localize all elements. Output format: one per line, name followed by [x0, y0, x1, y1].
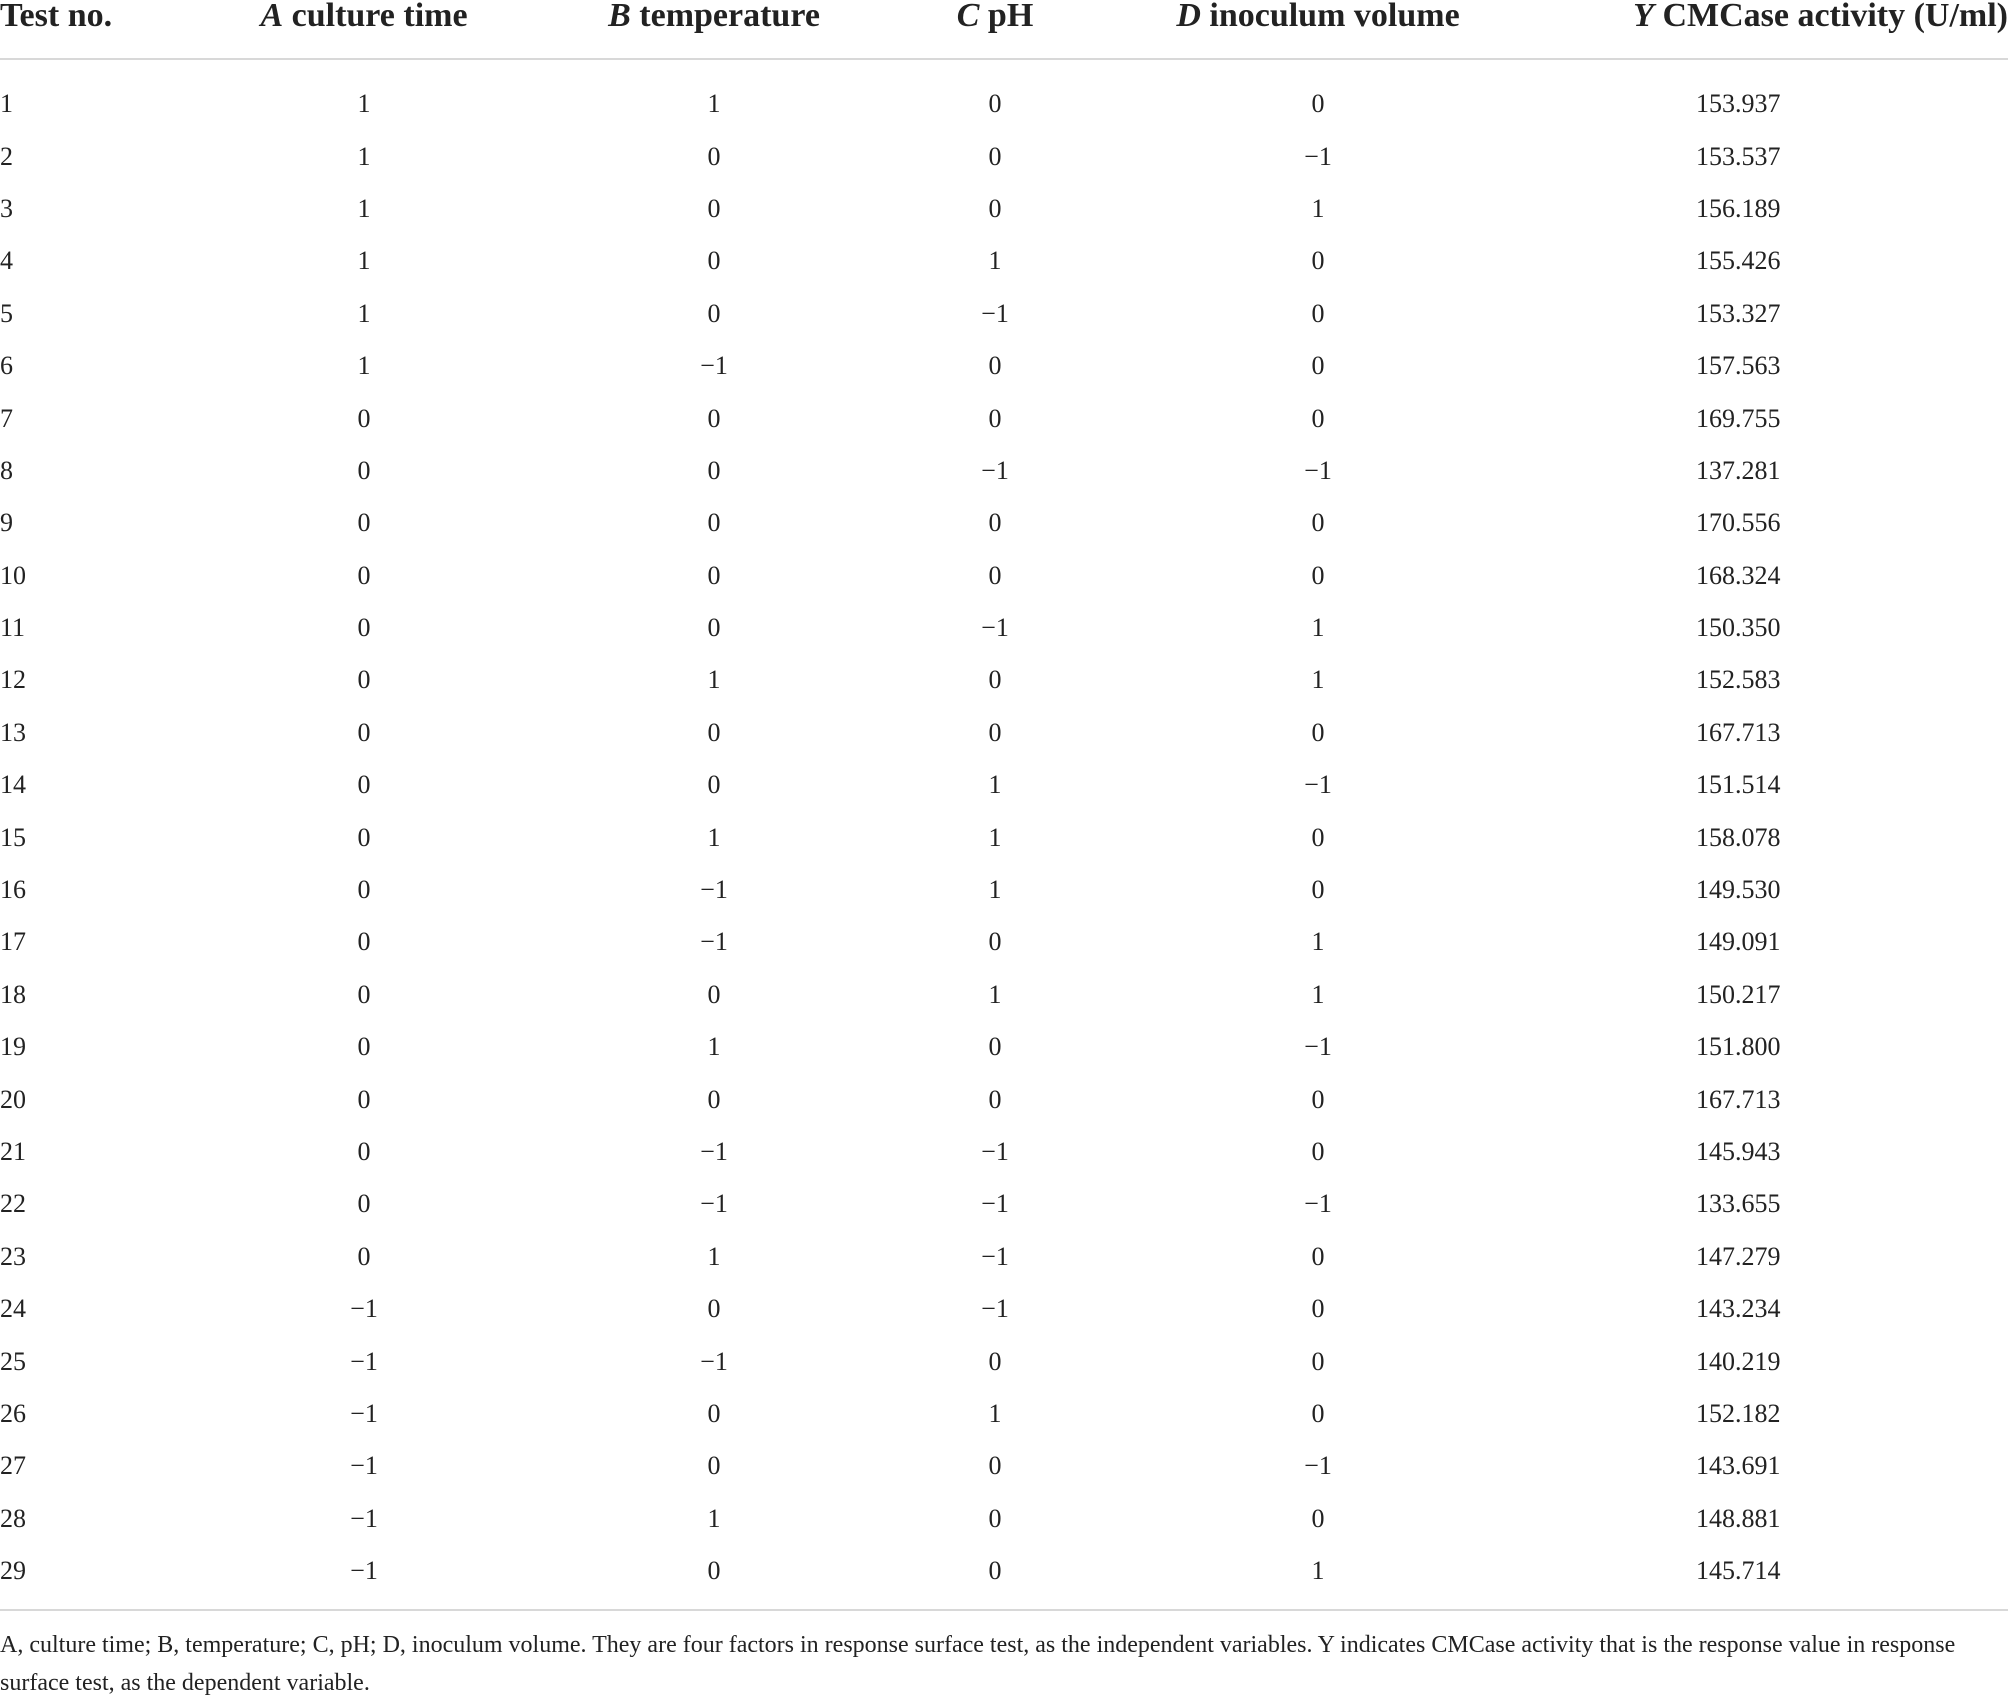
cell-ph: 0 — [988, 717, 1002, 747]
cell-cmcase-activity: 148.881 — [1696, 1503, 1781, 1533]
cell-inoculum-volume: 1 — [1311, 1556, 1325, 1586]
cell-inoculum-volume: −1 — [1304, 141, 1332, 171]
cell-inoculum-volume: 0 — [1311, 1346, 1325, 1376]
cell-cmcase-activity: 167.713 — [1696, 717, 1781, 747]
cell-culture-time: 1 — [357, 298, 371, 328]
cell-inoculum-volume: 0 — [1311, 1241, 1325, 1271]
cell-temperature: 1 — [707, 1503, 721, 1533]
cell-inoculum-volume: 1 — [1311, 979, 1325, 1009]
cell-cmcase-activity: 149.091 — [1696, 927, 1781, 957]
table-row — [0, 130, 2008, 182]
cell-cmcase-activity: 152.583 — [1696, 665, 1781, 695]
cell-test-no: 5 — [0, 298, 13, 328]
cell-temperature: −1 — [700, 875, 728, 905]
cell-test-no: 11 — [0, 613, 26, 643]
table-row — [0, 445, 2008, 497]
cell-temperature: 1 — [707, 89, 721, 119]
cell-inoculum-volume: 0 — [1311, 351, 1325, 381]
cell-cmcase-activity: 152.182 — [1696, 1398, 1781, 1428]
cell-temperature: 1 — [707, 822, 721, 852]
cell-inoculum-volume: 0 — [1311, 1137, 1325, 1166]
cell-ph: 1 — [988, 822, 1002, 852]
table-row — [0, 1493, 2008, 1545]
cell-culture-time: 0 — [357, 927, 371, 957]
cell-temperature: −1 — [700, 927, 728, 957]
cell-culture-time: −1 — [350, 1398, 378, 1428]
table-row — [0, 759, 2008, 811]
cell-temperature: 0 — [707, 1084, 721, 1114]
table-footnote: A, culture time; B, temperature; C, pH; D, inoculum volume. They are four factors in response surface test, as the independent variables. Y indicates CMCase activity that is the response value in response surface test, as the dependent variable. — [0, 1632, 1956, 1696]
table-row — [0, 1440, 2008, 1492]
header-row — [0, 0, 2008, 59]
cell-cmcase-activity: 149.530 — [1696, 875, 1781, 905]
cell-culture-time: 1 — [357, 351, 371, 381]
table-row — [0, 1231, 2008, 1283]
cell-culture-time: 0 — [357, 717, 371, 747]
cell-test-no: 14 — [0, 770, 26, 800]
cell-culture-time: 0 — [357, 1032, 371, 1062]
table-row — [0, 340, 2008, 392]
cell-temperature: 0 — [707, 560, 721, 590]
cell-temperature: 0 — [707, 141, 721, 171]
cell-temperature: 0 — [707, 455, 721, 485]
cell-culture-time: 1 — [357, 246, 371, 276]
cell-test-no: 7 — [0, 403, 13, 433]
cell-inoculum-volume: 0 — [1311, 1503, 1325, 1533]
cell-test-no: 23 — [0, 1241, 26, 1271]
cell-temperature: 0 — [707, 613, 721, 643]
cell-cmcase-activity: 140.219 — [1696, 1346, 1781, 1376]
cell-temperature: 0 — [707, 246, 721, 276]
cell-ph: 0 — [988, 141, 1002, 171]
cell-culture-time: 0 — [357, 875, 371, 905]
cell-cmcase-activity: 169.755 — [1696, 403, 1781, 433]
cell-inoculum-volume: 0 — [1311, 89, 1325, 119]
cell-culture-time: 1 — [357, 141, 371, 171]
cell-inoculum-volume: −1 — [1304, 1032, 1332, 1062]
cell-cmcase-activity: 145.943 — [1696, 1137, 1781, 1166]
cell-ph: 0 — [988, 927, 1002, 957]
cell-test-no: 2 — [0, 141, 13, 171]
cell-cmcase-activity: 147.279 — [1696, 1241, 1781, 1271]
cell-culture-time: −1 — [350, 1294, 378, 1324]
table-row — [0, 1073, 2008, 1125]
cell-ph: 1 — [988, 246, 1002, 276]
cell-test-no: 3 — [0, 193, 13, 223]
cell-culture-time: 0 — [357, 403, 371, 433]
cell-temperature: 0 — [707, 298, 721, 328]
cell-culture-time: 0 — [357, 613, 371, 643]
table-row — [0, 916, 2008, 968]
cell-cmcase-activity: 168.324 — [1696, 560, 1781, 590]
cell-cmcase-activity: 150.350 — [1696, 613, 1781, 643]
cell-inoculum-volume: 1 — [1311, 193, 1325, 223]
cell-cmcase-activity: 157.563 — [1696, 351, 1781, 381]
cell-temperature: 0 — [707, 193, 721, 223]
cell-cmcase-activity: 151.800 — [1696, 1032, 1781, 1062]
cell-test-no: 20 — [0, 1084, 26, 1114]
cell-culture-time: 0 — [357, 1189, 371, 1219]
table-row — [0, 602, 2008, 654]
cell-ph: 0 — [988, 193, 1002, 223]
cell-culture-time: −1 — [350, 1503, 378, 1533]
table-row — [0, 1021, 2008, 1073]
cell-ph: −1 — [981, 1189, 1009, 1219]
cell-cmcase-activity: 143.691 — [1696, 1451, 1781, 1481]
cell-cmcase-activity: 143.234 — [1696, 1294, 1781, 1324]
cell-ph: 0 — [988, 1503, 1002, 1533]
cell-cmcase-activity: 167.713 — [1696, 1084, 1781, 1114]
cell-ph: 0 — [988, 1084, 1002, 1114]
cell-ph: 0 — [988, 403, 1002, 433]
cell-culture-time: 0 — [357, 979, 371, 1009]
cell-ph: −1 — [981, 298, 1009, 328]
cell-culture-time: 0 — [357, 1137, 371, 1166]
cell-ph: 0 — [988, 351, 1002, 381]
cell-ph: 0 — [988, 1032, 1002, 1062]
cell-ph: −1 — [981, 1294, 1009, 1324]
table-row — [0, 1126, 2008, 1178]
cell-cmcase-activity: 151.514 — [1696, 770, 1781, 800]
cell-test-no: 29 — [0, 1556, 26, 1586]
cell-ph: 0 — [988, 1451, 1002, 1481]
footnote-divider — [0, 1609, 2008, 1611]
cell-cmcase-activity: 156.189 — [1696, 193, 1781, 223]
cell-temperature: −1 — [700, 1346, 728, 1376]
cell-ph: 1 — [988, 875, 1002, 905]
table-row — [0, 78, 2008, 130]
cell-cmcase-activity: 155.426 — [1696, 246, 1781, 276]
cell-test-no: 6 — [0, 351, 13, 381]
cell-cmcase-activity: 150.217 — [1696, 979, 1781, 1009]
cell-test-no: 4 — [0, 246, 13, 276]
cell-cmcase-activity: 133.655 — [1696, 1189, 1781, 1219]
header-test-no: Test no. — [0, 0, 160, 59]
cell-temperature: 0 — [707, 508, 721, 538]
cell-culture-time: 0 — [357, 1084, 371, 1114]
cell-cmcase-activity: 153.537 — [1696, 141, 1781, 171]
cell-culture-time: 0 — [357, 822, 371, 852]
cell-cmcase-activity: 153.327 — [1696, 298, 1781, 328]
cell-cmcase-activity: 158.078 — [1696, 822, 1781, 852]
table-row — [0, 654, 2008, 706]
cell-inoculum-volume: 0 — [1311, 1294, 1325, 1324]
cell-culture-time: 1 — [357, 89, 371, 119]
table-row — [0, 707, 2008, 759]
cell-ph: −1 — [981, 1137, 1009, 1166]
cell-culture-time: 0 — [357, 455, 371, 485]
cell-temperature: 1 — [707, 1241, 721, 1271]
table-row — [0, 1335, 2008, 1387]
table-header — [0, 0, 2008, 59]
cell-temperature: 1 — [707, 665, 721, 695]
table-row — [0, 1178, 2008, 1230]
cell-ph: −1 — [981, 455, 1009, 485]
table-row — [0, 235, 2008, 287]
cell-cmcase-activity: 170.556 — [1696, 508, 1781, 538]
cell-test-no: 13 — [0, 717, 26, 747]
cell-test-no: 16 — [0, 875, 26, 905]
cell-culture-time: 0 — [357, 560, 371, 590]
cell-test-no: 12 — [0, 665, 26, 695]
cell-ph: 0 — [988, 665, 1002, 695]
cell-inoculum-volume: −1 — [1304, 1189, 1332, 1219]
header-temperature: B temperature — [568, 0, 860, 59]
cell-test-no: 25 — [0, 1346, 26, 1376]
cell-cmcase-activity: 145.714 — [1696, 1556, 1781, 1586]
cell-test-no: 15 — [0, 822, 26, 852]
cell-temperature: 0 — [707, 403, 721, 433]
table-row — [0, 183, 2008, 235]
header-inoculum-volume: D inoculum volume — [1130, 0, 1506, 59]
cell-culture-time: 0 — [357, 665, 371, 695]
cell-temperature: 0 — [707, 979, 721, 1009]
cell-inoculum-volume: 1 — [1311, 613, 1325, 643]
cell-ph: 0 — [988, 560, 1002, 590]
cell-test-no: 8 — [0, 455, 13, 485]
cell-temperature: 0 — [707, 1398, 721, 1428]
cell-culture-time: −1 — [350, 1451, 378, 1481]
header-culture-time: A culture time — [160, 0, 568, 59]
cell-inoculum-volume: 0 — [1311, 403, 1325, 433]
table-body — [0, 59, 2008, 1597]
cell-test-no: 27 — [0, 1451, 26, 1481]
cell-culture-time: −1 — [350, 1556, 378, 1586]
cell-cmcase-activity: 153.937 — [1696, 89, 1781, 119]
cell-inoculum-volume: 0 — [1311, 560, 1325, 590]
cell-temperature: −1 — [700, 1137, 728, 1166]
table-row — [0, 969, 2008, 1021]
table-row — [0, 1545, 2008, 1597]
cell-culture-time: 0 — [357, 508, 371, 538]
cell-ph: 0 — [988, 508, 1002, 538]
cell-test-no: 9 — [0, 508, 13, 538]
cell-test-no: 28 — [0, 1503, 26, 1533]
cell-temperature: −1 — [700, 351, 728, 381]
cell-ph: 0 — [988, 89, 1002, 119]
cell-ph: −1 — [981, 613, 1009, 643]
cell-inoculum-volume: 0 — [1311, 246, 1325, 276]
cell-test-no: 24 — [0, 1294, 26, 1324]
cell-ph: −1 — [981, 1241, 1009, 1271]
cell-test-no: 21 — [0, 1137, 26, 1166]
table-row — [0, 288, 2008, 340]
cell-inoculum-volume: 0 — [1311, 1084, 1325, 1114]
cell-inoculum-volume: 1 — [1311, 665, 1325, 695]
header-ph: C pH — [860, 0, 1130, 59]
table-row — [0, 392, 2008, 444]
cell-temperature: 0 — [707, 717, 721, 747]
table-row — [0, 497, 2008, 549]
table-row — [0, 1388, 2008, 1440]
cell-culture-time: 0 — [357, 1241, 371, 1271]
cell-cmcase-activity: 137.281 — [1696, 455, 1781, 485]
table-row — [0, 811, 2008, 863]
cell-temperature: 0 — [707, 1556, 721, 1586]
cell-test-no: 1 — [0, 89, 13, 119]
cell-test-no: 19 — [0, 1032, 26, 1062]
cell-inoculum-volume: −1 — [1304, 770, 1332, 800]
cell-test-no: 17 — [0, 927, 26, 957]
table-row — [0, 1283, 2008, 1335]
cell-ph: 0 — [988, 1556, 1002, 1586]
header-cmcase-activity: Y CMCase activity (U/ml) — [1506, 0, 2008, 59]
cell-temperature: 0 — [707, 1451, 721, 1481]
cell-inoculum-volume: 0 — [1311, 875, 1325, 905]
cell-inoculum-volume: 0 — [1311, 508, 1325, 538]
table-spacer-row — [0, 59, 2008, 78]
cell-culture-time: 0 — [357, 770, 371, 800]
table-row — [0, 550, 2008, 602]
cell-inoculum-volume: 0 — [1311, 717, 1325, 747]
cell-temperature: −1 — [700, 1189, 728, 1219]
cell-ph: 1 — [988, 770, 1002, 800]
cell-test-no: 18 — [0, 979, 26, 1009]
cell-ph: 1 — [988, 1398, 1002, 1428]
cell-inoculum-volume: 0 — [1311, 298, 1325, 328]
cell-test-no: 10 — [0, 560, 26, 590]
cell-inoculum-volume: 1 — [1311, 927, 1325, 957]
cell-culture-time: 1 — [357, 193, 371, 223]
cell-culture-time: −1 — [350, 1346, 378, 1376]
cell-inoculum-volume: −1 — [1304, 1451, 1332, 1481]
cell-ph: 1 — [988, 979, 1002, 1009]
cell-test-no: 26 — [0, 1398, 26, 1428]
cell-test-no: 22 — [0, 1189, 26, 1219]
table-row — [0, 864, 2008, 916]
cell-ph: 0 — [988, 1346, 1002, 1376]
cell-temperature: 0 — [707, 770, 721, 800]
cell-temperature: 1 — [707, 1032, 721, 1062]
cell-inoculum-volume: 0 — [1311, 822, 1325, 852]
cell-inoculum-volume: −1 — [1304, 455, 1332, 485]
cell-inoculum-volume: 0 — [1311, 1398, 1325, 1428]
cell-temperature: 0 — [707, 1294, 721, 1324]
